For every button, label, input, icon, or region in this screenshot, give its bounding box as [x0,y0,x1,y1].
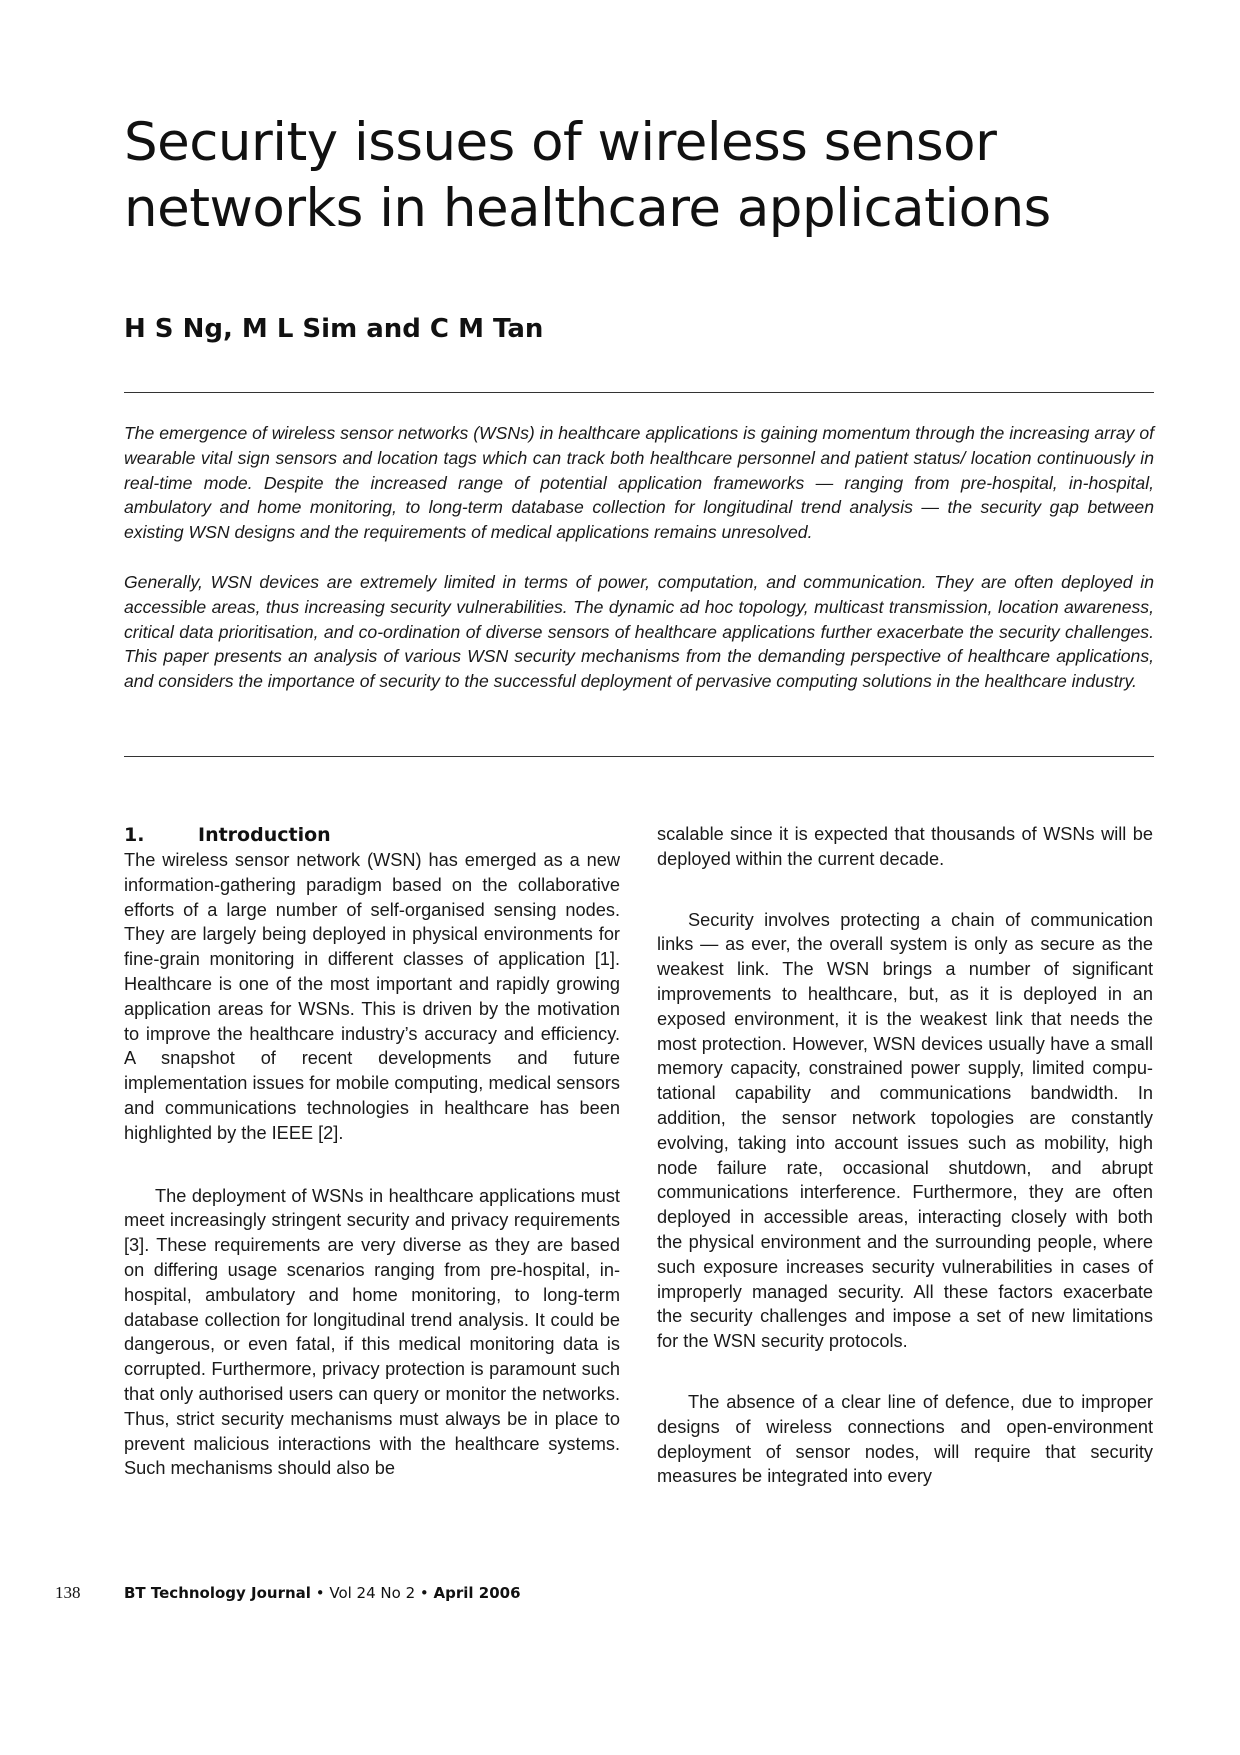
footer-separator: • [310,1584,330,1602]
abstract-bottom-divider [124,756,1154,757]
journal-date: April 2006 [433,1584,521,1602]
abstract-paragraph-2: Generally, WSN devices are extremely limited in terms of power, computation, and communication. They are often deployed in accessible areas, thus increasing security vulnerabilities. The dynamic ad hoc topology, multicast transmission, location awareness, critical data prioritisation, and co-ordination of diverse sensors of healthcare applications further exacerbate the security challenges. This paper presents an analysis of various WSN security mechanisms from the demanding perspective of healthcare applications, and considers the importance of security to the successful deployment of pervasive computing solutions in the healthcare industry. [124,572,1154,692]
abstract-top-divider [124,392,1154,393]
section-heading [124,822,620,848]
body-paragraph: Security involves protecting a chain of communication links — as ever, the overall system is only as secure as the weakest link. The WSN brings a number of significant improvements to healthcare, but, as it is deployed in an exposed environment, it is the weakest link that needs the most protection. However, WSN devices usually have a small memory capacity, constrained power supply, limited compu-tational capability and communications bandwidth. In addition, the sensor network topologies are constantly evolving, taking into account issues such as mobility, high node failure rate, occasional shutdown, and abrupt communications interference. Furthermore, they are often deployed in accessible areas, interacting closely with both the physical environment and the surrounding people, where such exposure increases security vulnerabilities in cases of improperly managed security. All these factors exacerbate the security challenges and impose a set of new limitations for the WSN security protocols. [657,909,1153,1352]
footer-separator: • [415,1584,434,1602]
journal-volume: Vol 24 No 2 [329,1584,416,1602]
section-number: 1. [124,824,145,846]
body-paragraph: The absence of a clear line of defence, due to improper designs of wireless connections and open-environment deployment of sensor nodes, will require that security measures be integrated into every [657,1391,1153,1487]
author-list: H S Ng, M L Sim and C M Tan [124,314,544,344]
abstract-paragraph-1: The emergence of wireless sensor networks (WSNs) in healthcare applications is gaining momentum through the increasing array of wearable vital sign sensors and location tags which can track both healthcare personnel and patient status/ location continuously in real-time mode. Despite the increased range of potential application frameworks — ranging from pre-hospital, in-hospital, ambulatory and home monitoring, to long-term database collection for longitudinal trend analysis — the security gap between existing WSN designs and the requirements of medical applications remains unresolved. [124,423,1154,543]
body-paragraph: scalable since it is expected that thousands of WSNs will be deployed within the current decade. [657,824,1153,869]
title-line-1: Security issues of wireless sensor [124,112,997,173]
body-column-left [124,822,620,1481]
journal-citation [124,1583,521,1603]
body-column-right [657,822,1153,1489]
body-paragraph: The wireless sensor network (WSN) has emerged as a new information-gathering paradigm based on the collaborative efforts of a large number of self-organised sensing nodes. They are largely being deployed in physical environments for fine-grain monitoring in different classes of application [1]. Healthcare is one of the most important and rapidly growing application areas for WSNs. This is driven by the motivation to improve the healthcare industry’s accuracy and efficiency. A snapshot of recent developments and future implementation issues for mobile computing, medical sensors and communications technologies in healthcare has been highlighted by the IEEE [2]. [124,850,620,1143]
page-number: 138 [55,1583,81,1602]
journal-name: BT Technology Journal [124,1584,311,1602]
title-line-2: networks in healthcare applications [124,178,1051,239]
paper-title [124,110,1124,242]
section-title: Introduction [198,824,331,846]
body-paragraph: The deployment of WSNs in healthcare applications must meet increasingly stringent security and privacy requirements [3]. These requirements are very diverse as they are based on differing usage scenarios ranging from pre-hospital, in-hospital, ambulatory and home monitoring, to long-term database collection for longitudinal trend analysis. It could be dangerous, or even fatal, if this medical monitoring data is corrupted. Furthermore, privacy protection is paramount such that only authorised users can query or monitor the networks. Thus, strict security mechanisms must always be in place to prevent malicious interactions with the healthcare systems. Such mechanisms should also be [124,1185,620,1479]
